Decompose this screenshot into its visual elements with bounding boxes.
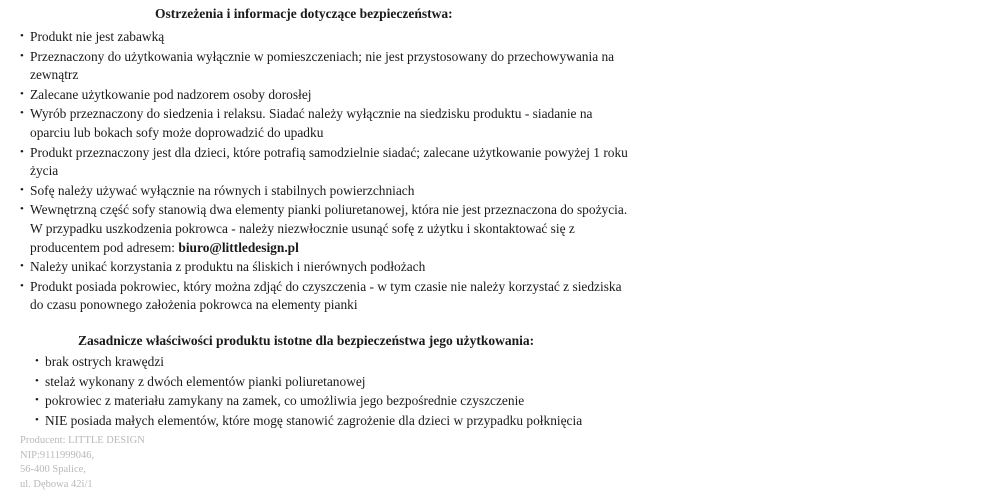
warning-text: Wewnętrzną część sofy stanowią dwa elementy pianki poliuretanowej, która nie jest przeznaczona do spożycia. W przypadku uszkodzenia pokrowca - należy niezwłocznie usunąć sofę z użytku i skontaktować się z producentem pod adresem: (30, 202, 628, 255)
producer-email: biuro@littledesign.pl (178, 239, 299, 255)
list-item: • pokrowiec z materiału zamykany na zamek, co umożliwia jego bezpośrednie czyszczenie (0, 392, 645, 411)
footer-line: Producent: LITTLE DESIGN (20, 435, 145, 446)
list-item: • Produkt przeznaczony jest dla dzieci, które potrafią samodzielnie siadać; zalecane użytkowanie powyżej 1 roku życia (0, 144, 630, 181)
footer-line: ul. Dębowa 42i/1 (20, 478, 93, 490)
list-item: • Zalecane użytkowanie pod nadzorem osoby dorosłej (0, 86, 630, 105)
list-item-with-email (0, 201, 630, 257)
list-item: • Produkt nie jest zabawką (0, 28, 630, 47)
warnings-heading: Ostrzeżenia i informacje dotyczące bezpieczeństwa: (155, 6, 453, 21)
features-heading: Zasadnicze właściwości produktu istotne dla bezpieczeństwa jego użytkowania: (78, 332, 535, 348)
footer-line: 56-400 Spalice, (20, 464, 86, 475)
list-item: • Sofę należy używać wyłącznie na równych i stabilnych powierzchniach (0, 182, 630, 201)
features-list (0, 353, 1000, 430)
list-item: • Wyrób przeznaczony do siedzenia i relaksu. Siadać należy wyłącznie na siedzisku produktu - siadanie na oparciu lub bokach sofy może doprowadzić do upadku (0, 105, 630, 142)
list-item: • Należy unikać korzystania z produktu na śliskich i nierównych podłożach (0, 258, 630, 277)
warnings-list (0, 28, 1000, 315)
list-item: • NIE posiada małych elementów, które mogę stanowić zagrożenie dla dzieci w przypadku połknięcia (0, 412, 645, 431)
list-item: • Produkt posiada pokrowiec, który można zdjąć do czyszczenia - w tym czasie nie należy korzystać z siedziska do czasu ponownego założenia pokrowca na elementy pianki (0, 278, 630, 315)
list-item: • stelaż wykonany z dwóch elementów pianki poliuretanowej (0, 373, 645, 392)
footer-line: NIP:9111999046, (20, 449, 95, 461)
list-item: • Przeznaczony do użytkowania wyłącznie w pomieszczeniach; nie jest przystosowany do przechowywania na zewnątrz (0, 48, 630, 85)
producer-footer (20, 434, 145, 492)
list-item: • brak ostrych krawędzi (0, 353, 645, 372)
